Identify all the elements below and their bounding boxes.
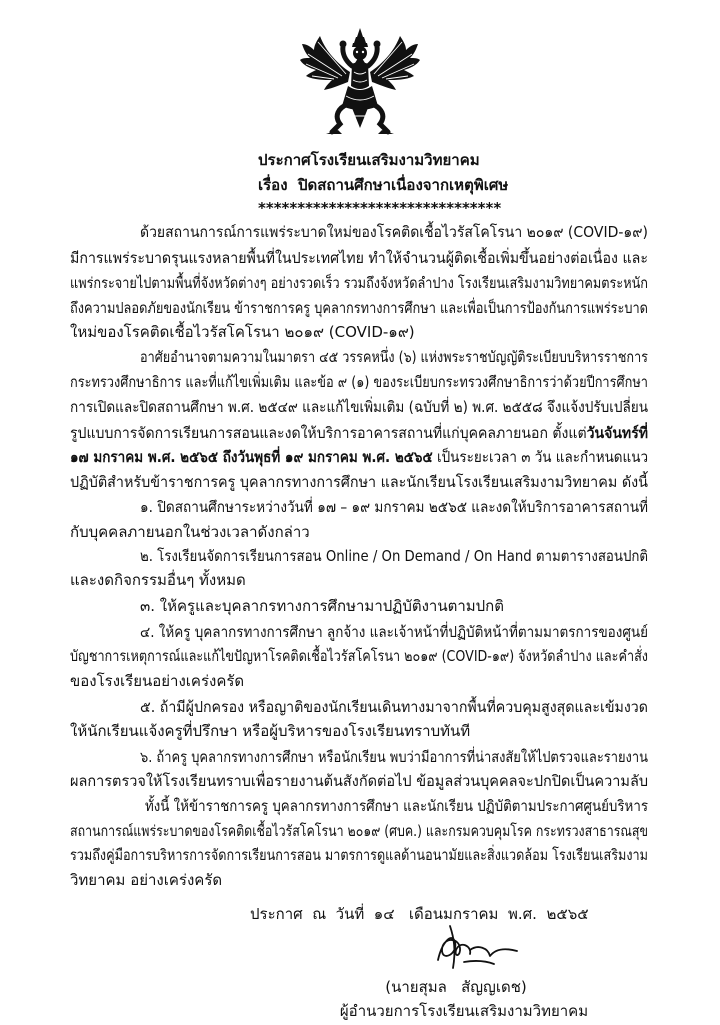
intro-line-5: ใหม่ของโรคติดเชื้อไวรัสโคโรนา ๒๐๑๙ (COVID-๑๙) bbox=[70, 323, 415, 341]
measure-1-line-1: ๑. ปิดสถานศึกษาระหว่างวันที่ ๑๗ – ๑๙ มกราคม ๒๕๖๕ และงดให้บริการอาคารสถานที่ bbox=[140, 498, 648, 516]
closing-line-4: วิทยาคม อย่างเคร่งครัด bbox=[70, 871, 223, 889]
garuda-emblem-icon bbox=[298, 28, 422, 140]
authority-line-5 bbox=[70, 445, 649, 470]
closing-line-3: รวมถึงคู่มือการบริหารการจัดการเรียนการสอน มาตรการดูแลด้านอนามัยและสิ่งแวดล้อม โรงเรียนเสริมงาม bbox=[70, 846, 648, 864]
measure-5-line-2: ให้นักเรียนแจ้งครูที่ปรึกษา หรือผู้บริหารของโรงเรียนทราบทันที bbox=[70, 722, 471, 740]
authority-line-6: ปฏิบัติสำหรับข้าราชการครู บุคลากรทางการศึกษา และนักเรียนโรงเรียนเสริมงามวิทยาคม ดังนี้ bbox=[70, 473, 648, 491]
measure-2-line-1: ๒. โรงเรียนจัดการเรียนการสอน Online / On Demand / On Hand ตามตารางสอนปกติ bbox=[140, 547, 649, 565]
line-text: เป็นระยะเวลา ๓ วัน และกำหนดแนว bbox=[436, 448, 649, 466]
intro-line-1: ด้วยสถานการณ์การแพร่ระบาดใหม่ของโรคติดเชื้อไวรัสโคโรนา ๒๐๑๙ (COVID-๑๙) bbox=[140, 223, 648, 241]
measure-5-line-1: ๕. ถ้ามีผู้ปกครอง หรือญาติของนักเรียนเดินทางมาจากพื้นที่ควบคุมสูงสุดและเข้มงวด bbox=[140, 698, 648, 716]
signer-name: (นายสุมล สัญญเดช) bbox=[385, 978, 527, 996]
intro-line-4: ถึงความปลอดภัยของนักเรียน ข้าราชการครู บุคลากรทางการศึกษา และเพื่อเป็นการป้องกันการแพร่ระบาด bbox=[70, 299, 649, 317]
measure-4-line-1: ๔. ให้ครู บุคลากรทางการศึกษา ลูกจ้าง และเจ้าหน้าที่ปฏิบัติหน้าที่ตามมาตรการของศูนย์ bbox=[140, 623, 648, 641]
subject-line: เรื่อง ปิดสถานศึกษาเนื่องจากเหตุพิเศษ bbox=[258, 176, 509, 194]
intro-line-2: มีการแพร่ระบาดรุนแรงหลายพื้นที่ในประเทศไทย ทำให้จำนวนผู้ติดเชื้อเพิ่มขึ้นอย่างต่อเนื่อง และ bbox=[70, 249, 648, 267]
measure-6-line-2: ผลการตรวจให้โรงเรียนทราบเพื่อรายงานต้นสังกัดต่อไป ข้อมูลส่วนบุคคลจะปกปิดเป็นความลับ bbox=[70, 772, 649, 790]
authority-line-3: การเปิดและปิดสถานศึกษา พ.ศ. ๒๕๔๙ และแก้ไขเพิ่มเติม (ฉบับที่ ๒) พ.ศ. ๒๕๕๘ จึงแจ้งปรับเปลี่ยน bbox=[70, 398, 649, 416]
signer-position: ผู้อำนวยการโรงเรียนเสริมงามวิทยาคม bbox=[339, 1002, 589, 1020]
measure-6-line-1: ๖. ถ้าครู บุคลากรทางการศึกษา หรือนักเรียน พบว่ามีอาการที่น่าสงสัยให้ไปตรวจและรายงาน bbox=[140, 748, 648, 766]
measure-1-line-2: กับบุคคลภายนอกในช่วงเวลาดังกล่าว bbox=[70, 523, 310, 541]
measure-2-line-2: และงดกิจกรรมอื่นๆ ทั้งหมด bbox=[70, 571, 246, 589]
line-text: รูปแบบการจัดการเรียนการสอนและงดให้บริการอาคารสถานที่แก่บุคคลภายนอก ตั้งแต่ bbox=[70, 424, 587, 442]
closing-line-2: สถานการณ์แพร่ระบาดของโรคติดเชื้อไวรัสโคโรนา ๒๐๑๙ (ศบค.) และกรมควบคุมโรค กระทรวงสาธารณสุข bbox=[70, 822, 649, 840]
page-title: ประกาศโรงเรียนเสริมงามวิทยาคม bbox=[258, 151, 480, 169]
announcement-date: ประกาศ ณ วันที่ ๑๔ เดือนมกราคม พ.ศ. ๒๕๖๕ bbox=[250, 905, 589, 923]
emphasis-text: ๑๗ มกราคม พ.ศ. ๒๕๖๕ ถึงวันพุธที่ ๑๙ มกราคม พ.ศ. ๒๕๖๕ bbox=[70, 448, 433, 466]
measure-4-line-2: บัญชาการเหตุการณ์และแก้ไขปัญหาโรคติดเชื้อไวรัสโคโรนา ๒๐๑๙ (COVID-๑๙) จังหวัดลำปาง และคำสั่ง bbox=[70, 647, 649, 665]
closing-line-1: ทั้งนี้ ให้ข้าราชการครู บุคลากรทางการศึกษา และนักเรียน ปฏิบัติตามประกาศศูนย์บริหาร bbox=[145, 797, 648, 815]
measure-3-line-1: ๓. ให้ครูและบุคลากรทางการศึกษามาปฏิบัติงานตามปกติ bbox=[140, 597, 504, 615]
heading-divider: ******************************* bbox=[258, 199, 502, 217]
authority-line-2: กระทรวงศึกษาธิการ และที่แก้ไขเพิ่มเติม และข้อ ๙ (๑) ของระเบียบกระทรวงศึกษาธิการว่าด้วยปีการศึกษา bbox=[70, 373, 648, 391]
handwritten-signature-icon bbox=[420, 920, 520, 980]
authority-line-1: อาศัยอำนาจตามความในมาตรา ๔๕ วรรคหนึ่ง (๖) แห่งพระราชบัญญัติระเบียบบริหารราชการ bbox=[140, 348, 648, 366]
intro-line-3: แพร่กระจายไปตามพื้นที่จังหวัดต่างๆ อย่างรวดเร็ว รวมถึงจังหวัดลำปาง โรงเรียนเสริมงามวิทยาคมตระหนัก bbox=[70, 274, 649, 292]
measure-4-line-3: ของโรงเรียนอย่างเคร่งครัด bbox=[70, 672, 245, 690]
emphasis-text: วันจันทร์ที่ bbox=[586, 424, 649, 442]
authority-line-4 bbox=[70, 421, 649, 446]
